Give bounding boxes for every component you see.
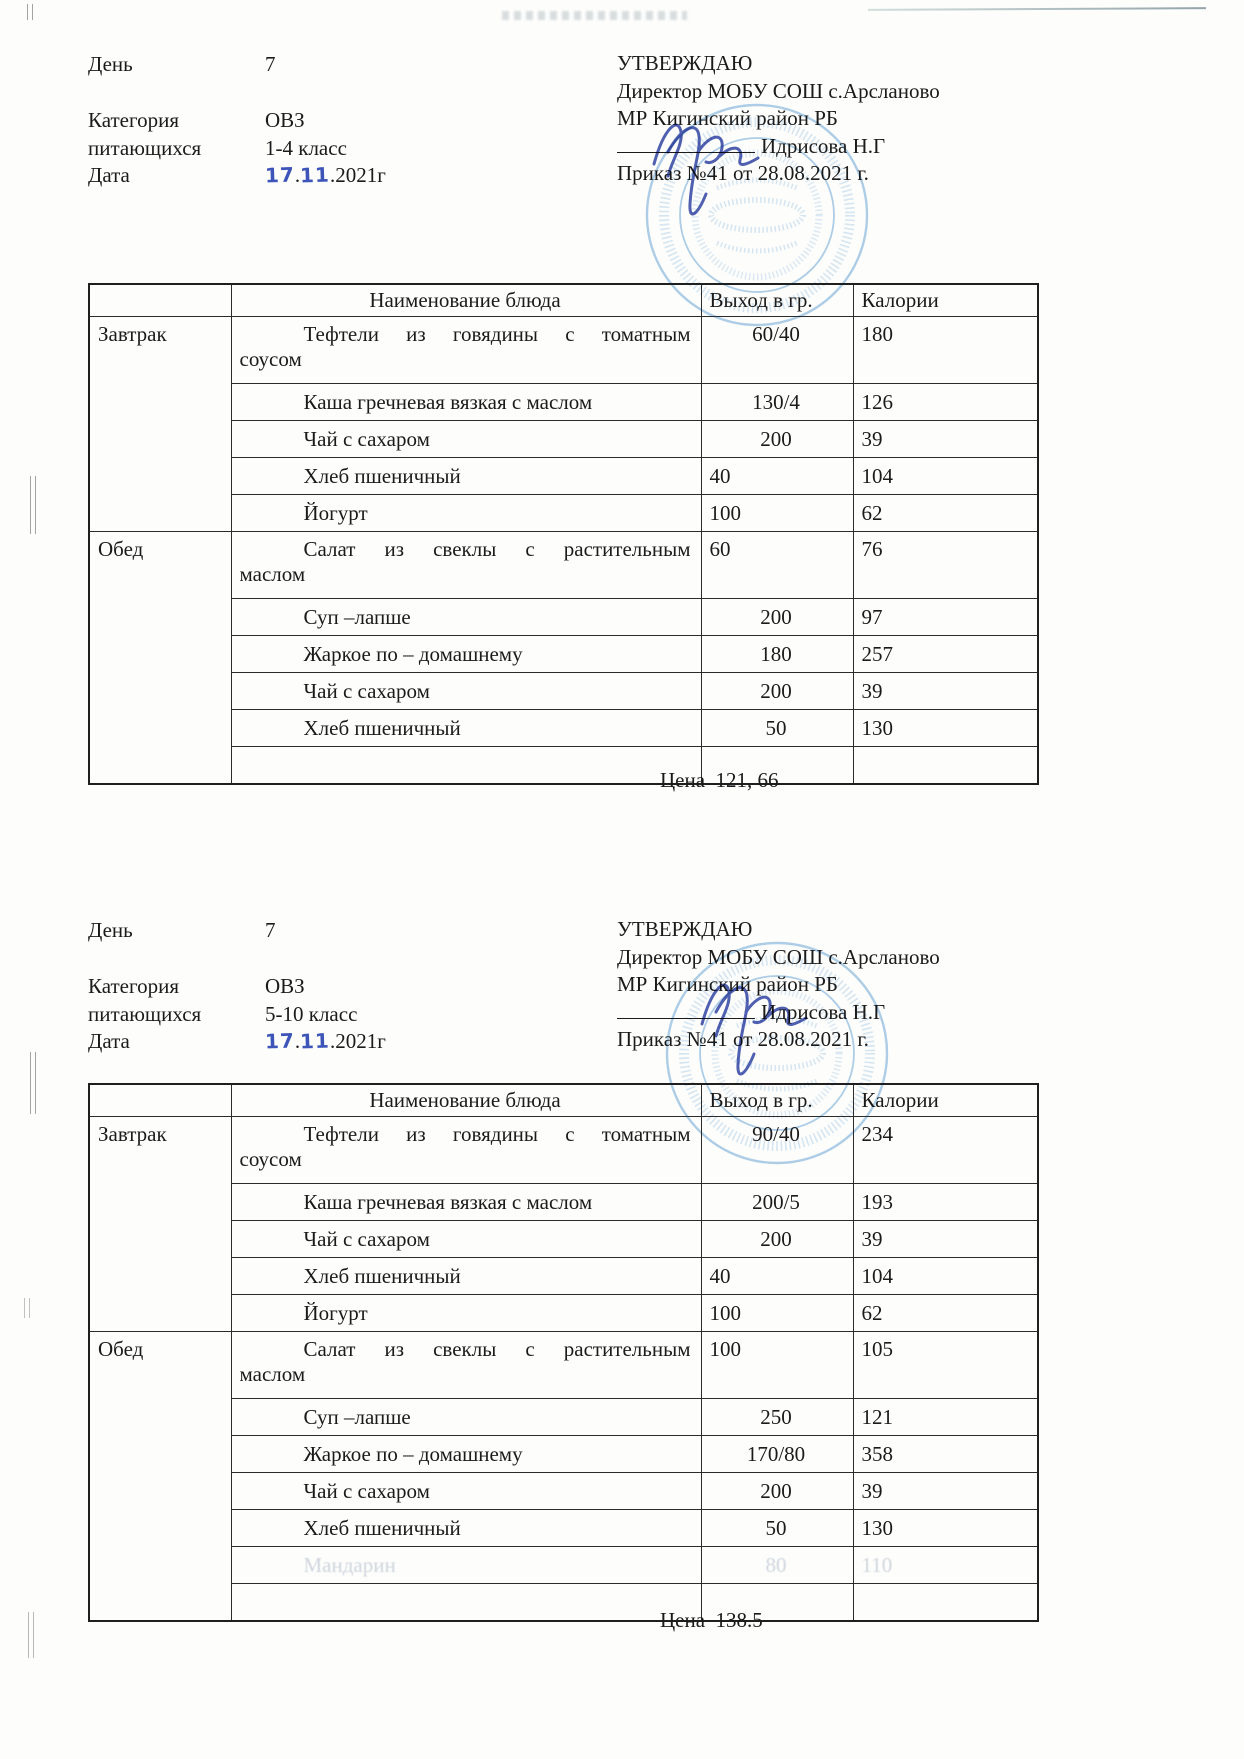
dish-cell: Хлеб пшеничный	[231, 1258, 701, 1295]
portion-cell: 100	[701, 1332, 853, 1399]
calories-cell: 234	[853, 1117, 1038, 1184]
order-line: Приказ №41 от 28.08.2021 г.	[617, 161, 869, 185]
signature-line	[617, 999, 755, 1019]
portion-cell: 200	[701, 599, 853, 636]
table-row	[89, 532, 1038, 599]
dish-cell	[231, 1584, 701, 1622]
day-value: 7	[265, 918, 276, 942]
calories-cell: 104	[853, 458, 1038, 495]
dish-cell: Йогурт	[231, 495, 701, 532]
day-label: День	[88, 918, 133, 942]
table-row	[89, 636, 1038, 673]
calories-cell: 130	[853, 710, 1038, 747]
table-row	[89, 710, 1038, 747]
dish-cell: Йогурт	[231, 1295, 701, 1332]
handwritten-day: 17	[264, 1028, 296, 1054]
dish-cell	[231, 532, 701, 599]
dish-line2: маслом	[239, 562, 306, 586]
director-line: Директор МОБУ СОШ с.Арсланово	[617, 78, 940, 103]
table-row	[89, 1221, 1038, 1258]
calories-cell	[853, 747, 1038, 785]
dish-cell: Чай с сахаром	[231, 1473, 701, 1510]
calories-cell: 62	[853, 1295, 1038, 1332]
column-header-portion: Выход в гр.	[701, 284, 853, 317]
calories-cell: 39	[853, 1473, 1038, 1510]
calories-cell: 180	[853, 317, 1038, 384]
signer-name: Идрисова Н.Г	[761, 133, 886, 158]
scan-smudge-top	[502, 11, 687, 20]
dish-cell: Каша гречневая вязкая с маслом	[231, 1184, 701, 1221]
table-row-empty	[89, 747, 1038, 785]
director-line: Директор МОБУ СОШ с.Арсланово	[617, 944, 940, 969]
dish-cell: Суп –лапше	[231, 599, 701, 636]
table-row	[89, 495, 1038, 532]
day-value: 7	[265, 52, 276, 76]
portion-cell: 90/40	[701, 1117, 853, 1184]
table-row	[89, 1117, 1038, 1184]
dish-line1: Тефтели из говядины с томатным	[303, 1122, 691, 1146]
category-label-line2: питающихся	[88, 136, 202, 160]
dish-cell: Хлеб пшеничный	[231, 458, 701, 495]
calories-cell: 126	[853, 384, 1038, 421]
table-row	[89, 1510, 1038, 1547]
calories-cell	[853, 1584, 1038, 1622]
table-row	[89, 421, 1038, 458]
portion-cell: 180	[701, 636, 853, 673]
portion-cell: 100	[701, 495, 853, 532]
meal-cell: Завтрак	[89, 317, 231, 532]
table-row	[89, 1332, 1038, 1399]
column-header-portion: Выход в гр.	[701, 1084, 853, 1117]
dish-cell	[231, 1332, 701, 1399]
meal-header-cell	[89, 284, 231, 317]
table-row	[89, 673, 1038, 710]
dish-cell: Чай с сахаром	[231, 673, 701, 710]
menu-table-1	[88, 283, 1039, 785]
dish-cell: Мандарин	[231, 1547, 701, 1584]
column-header-calories: Калории	[853, 284, 1038, 317]
table-row	[89, 317, 1038, 384]
dish-cell	[231, 747, 701, 785]
portion-cell: 250	[701, 1399, 853, 1436]
table-row	[89, 1399, 1038, 1436]
approval-block	[617, 916, 940, 1054]
dish-cell: Суп –лапше	[231, 1399, 701, 1436]
category-value-line1: ОВЗ	[265, 974, 305, 998]
date-year: .2021г	[329, 163, 386, 187]
signature-row	[617, 133, 940, 161]
column-header-dish: Наименование блюда	[231, 1084, 701, 1117]
scan-edge-mark	[27, 4, 33, 20]
date-label: Дата	[88, 1029, 130, 1053]
handwritten-day: 17	[264, 162, 296, 188]
dish-cell: Чай с сахаром	[231, 1221, 701, 1258]
calories-cell: 39	[853, 673, 1038, 710]
dish-line1: Салат из свеклы с растительным	[303, 1337, 691, 1361]
calories-cell: 104	[853, 1258, 1038, 1295]
calories-cell: 62	[853, 495, 1038, 532]
table-row-faded	[89, 1547, 1038, 1584]
portion-cell: 100	[701, 1295, 853, 1332]
calories-cell: 193	[853, 1184, 1038, 1221]
date-label: Дата	[88, 163, 130, 187]
table-header-row	[89, 1084, 1038, 1117]
date-value	[265, 1029, 386, 1054]
calories-cell: 110	[853, 1547, 1038, 1584]
scan-edge-mark	[24, 1298, 30, 1318]
dish-cell: Жаркое по – домашнему	[231, 1436, 701, 1473]
calories-cell: 257	[853, 636, 1038, 673]
meal-header-cell	[89, 1084, 231, 1117]
approve-heading: УТВЕРЖДАЮ	[617, 917, 753, 941]
date-year: .2021г	[329, 1029, 386, 1053]
order-line: Приказ №41 от 28.08.2021 г.	[617, 1027, 869, 1051]
portion-cell: 130/4	[701, 384, 853, 421]
portion-cell: 200	[701, 421, 853, 458]
meal-cell: Завтрак	[89, 1117, 231, 1332]
dish-cell	[231, 1117, 701, 1184]
price-line-1: Цена 121, 66	[660, 768, 779, 792]
dish-line1: Тефтели из говядины с томатным	[303, 322, 691, 346]
dish-line2: соусом	[239, 347, 302, 371]
category-label-line1: Категория	[88, 108, 179, 132]
calories-cell: 39	[853, 421, 1038, 458]
handwritten-month: 11	[299, 1028, 331, 1054]
table-row	[89, 1184, 1038, 1221]
portion-cell: 200	[701, 1221, 853, 1258]
calories-cell: 130	[853, 1510, 1038, 1547]
portion-cell: 200/5	[701, 1184, 853, 1221]
date-dot: .	[294, 163, 301, 187]
dish-cell: Чай с сахаром	[231, 421, 701, 458]
column-header-dish: Наименование блюда	[231, 284, 701, 317]
portion-cell: 170/80	[701, 1436, 853, 1473]
date-dot: .	[294, 1029, 301, 1053]
scan-line-top-right	[868, 7, 1206, 11]
calories-cell: 39	[853, 1221, 1038, 1258]
approval-block	[617, 50, 940, 188]
calories-cell: 105	[853, 1332, 1038, 1399]
table-row-empty	[89, 1584, 1038, 1622]
dish-line2: маслом	[239, 1362, 306, 1386]
dish-cell: Каша гречневая вязкая с маслом	[231, 384, 701, 421]
portion-cell: 50	[701, 1510, 853, 1547]
approve-heading: УТВЕРЖДАЮ	[617, 51, 753, 75]
scan-edge-mark	[30, 476, 36, 534]
calories-cell: 121	[853, 1399, 1038, 1436]
price-line-2: Цена 138.5	[660, 1608, 763, 1632]
portion-cell: 200	[701, 673, 853, 710]
meal-cell: Обед	[89, 532, 231, 785]
district-line: МР Кигинский район РБ	[617, 106, 838, 130]
calories-cell: 76	[853, 532, 1038, 599]
district-line: МР Кигинский район РБ	[617, 972, 838, 996]
column-header-calories: Калории	[853, 1084, 1038, 1117]
portion-cell: 40	[701, 1258, 853, 1295]
day-label: День	[88, 52, 133, 76]
category-value-line1: ОВЗ	[265, 108, 305, 132]
dish-line1: Салат из свеклы с растительным	[303, 537, 691, 561]
handwritten-month: 11	[299, 162, 331, 188]
dish-cell: Жаркое по – домашнему	[231, 636, 701, 673]
table-row	[89, 458, 1038, 495]
table-row	[89, 599, 1038, 636]
table-row	[89, 384, 1038, 421]
signer-name: Идрисова Н.Г	[761, 999, 886, 1024]
portion-cell: 80	[701, 1547, 853, 1584]
category-label-line1: Категория	[88, 974, 179, 998]
date-value	[265, 163, 386, 188]
menu-table-2	[88, 1083, 1039, 1622]
portion-cell: 60/40	[701, 317, 853, 384]
category-value-line2: 5-10 класс	[265, 1002, 358, 1026]
dish-cell	[231, 317, 701, 384]
dish-cell: Хлеб пшеничный	[231, 1510, 701, 1547]
table-row	[89, 1473, 1038, 1510]
portion-cell: 50	[701, 710, 853, 747]
dish-line2: соусом	[239, 1147, 302, 1171]
signature-line	[617, 133, 755, 153]
dish-cell: Хлеб пшеничный	[231, 710, 701, 747]
scan-edge-mark	[30, 1052, 36, 1114]
table-row	[89, 1295, 1038, 1332]
portion-cell: 40	[701, 458, 853, 495]
category-value-line2: 1-4 класс	[265, 136, 347, 160]
portion-cell: 200	[701, 1473, 853, 1510]
portion-cell: 60	[701, 532, 853, 599]
table-row	[89, 1258, 1038, 1295]
calories-cell: 97	[853, 599, 1038, 636]
signature-row	[617, 999, 940, 1027]
table-row	[89, 1436, 1038, 1473]
table-header-row	[89, 284, 1038, 317]
calories-cell: 358	[853, 1436, 1038, 1473]
category-label-line2: питающихся	[88, 1002, 202, 1026]
scan-edge-mark	[28, 1612, 34, 1658]
meal-cell: Обед	[89, 1332, 231, 1622]
